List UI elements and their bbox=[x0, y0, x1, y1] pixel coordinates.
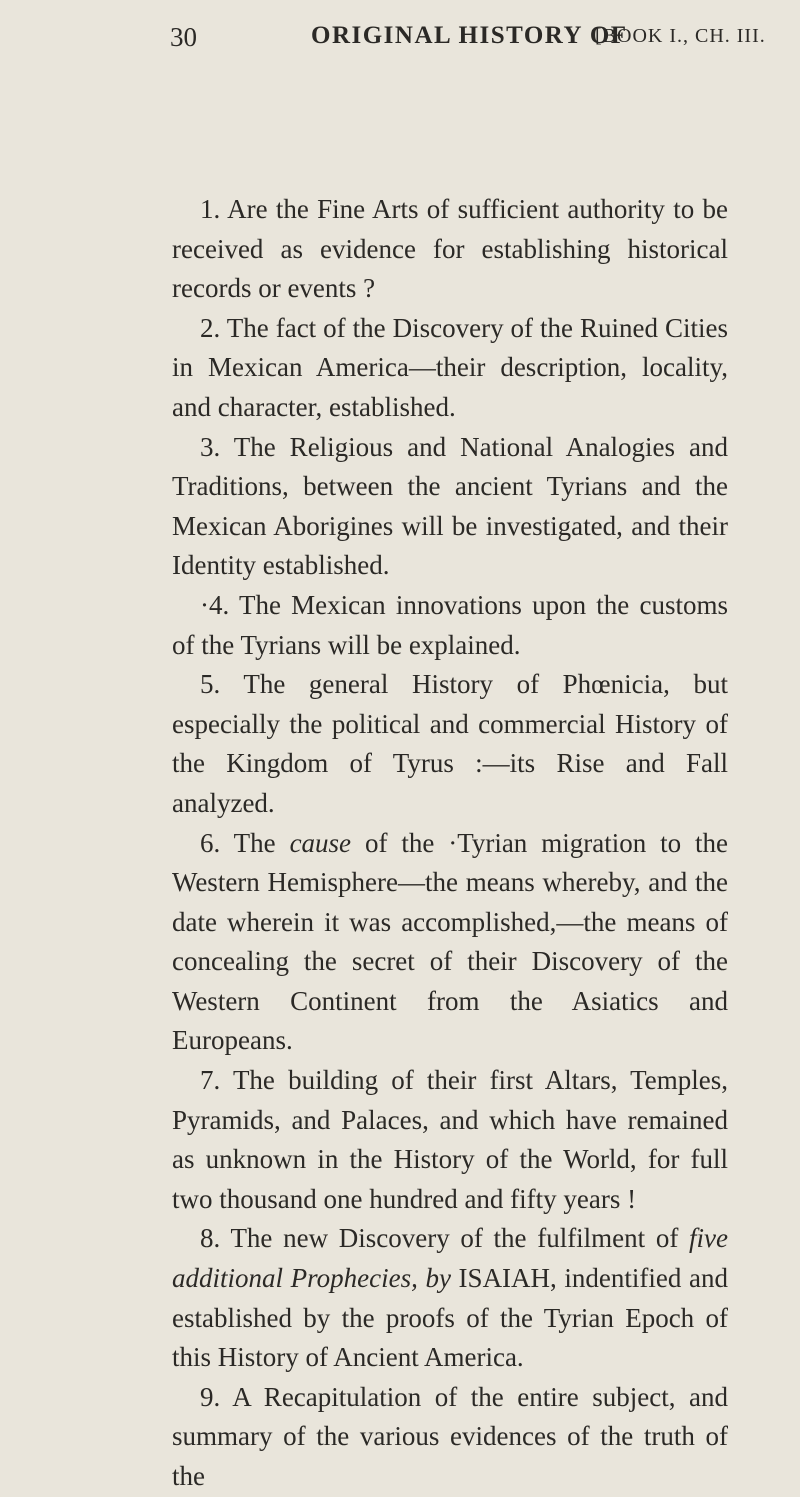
item-number: 7. bbox=[200, 1065, 221, 1096]
item-text: The building of their first Altars, Temples, Pyramids, and Palaces, and which have remained as unknown in the History of the World, for full two thousand one hundred and fifty years ! bbox=[172, 1065, 728, 1214]
item-number: 3. bbox=[200, 431, 221, 462]
book-chapter-reference: [BOOK I., CH. III. bbox=[595, 25, 766, 47]
item-text-post: ISAIAH, indentified and established by the proofs of the Tyrian Epoch of this History of Ancient America. bbox=[172, 1263, 728, 1373]
list-item bbox=[172, 824, 728, 1062]
list-item bbox=[172, 1219, 728, 1377]
list-item bbox=[172, 428, 728, 586]
numbered-list bbox=[172, 190, 728, 1497]
item-number: 1. bbox=[200, 194, 221, 224]
item-number: 5. bbox=[200, 669, 221, 700]
item-number: 8. bbox=[200, 1223, 221, 1254]
item-text: A Recapitulation of the entire subject, and summary of the various evidences of the truth of the bbox=[172, 1381, 728, 1491]
item-text-pre: The new Discovery of the fulfilment of bbox=[230, 1223, 690, 1254]
page-header bbox=[0, 22, 800, 62]
item-text-italic: cause bbox=[289, 827, 352, 858]
list-item bbox=[172, 586, 728, 665]
item-text: The Mexican innovations upon the customs of the Tyrians will be explained. bbox=[172, 589, 728, 660]
list-item bbox=[172, 665, 728, 823]
item-text: The general History of Phœnicia, but especially the political and commercial History of the Kingdom of Tyrus :—its Rise and Fall analyzed. bbox=[172, 669, 728, 818]
list-item bbox=[172, 309, 728, 428]
item-number: 6. bbox=[200, 827, 221, 858]
list-item bbox=[172, 1378, 728, 1497]
item-text-pre: The bbox=[233, 827, 290, 858]
item-text-italic: five additional Prophecies, by bbox=[172, 1223, 728, 1294]
item-text-post: of the ·Tyrian migration to the Western Hemisphere—the means whereby, and the date wherein it was accomplished,—the means of concealing the secret of their Discovery of the Western Continent from the Asiatics and Europeans. bbox=[172, 827, 728, 1056]
item-text: The Religious and National Analogies and Traditions, between the ancient Tyrians and the Mexican Aborigines will be investigated, and their Identity established. bbox=[172, 431, 728, 581]
item-number: 9. bbox=[200, 1381, 221, 1412]
list-item bbox=[172, 1061, 728, 1219]
page-number: 30 bbox=[170, 22, 197, 52]
item-text: The fact of the Discovery of the Ruined Cities in Mexican America—their description, locality, and character, established. bbox=[172, 312, 728, 422]
item-number: 2. bbox=[200, 312, 221, 343]
list-item bbox=[172, 190, 728, 309]
item-number: ·4. bbox=[200, 589, 230, 620]
running-title: ORIGINAL HISTORY OF bbox=[311, 22, 628, 49]
item-text: Are the Fine Arts of sufficient authority to be received as evidence for establishing historical records or events ? bbox=[172, 194, 728, 304]
